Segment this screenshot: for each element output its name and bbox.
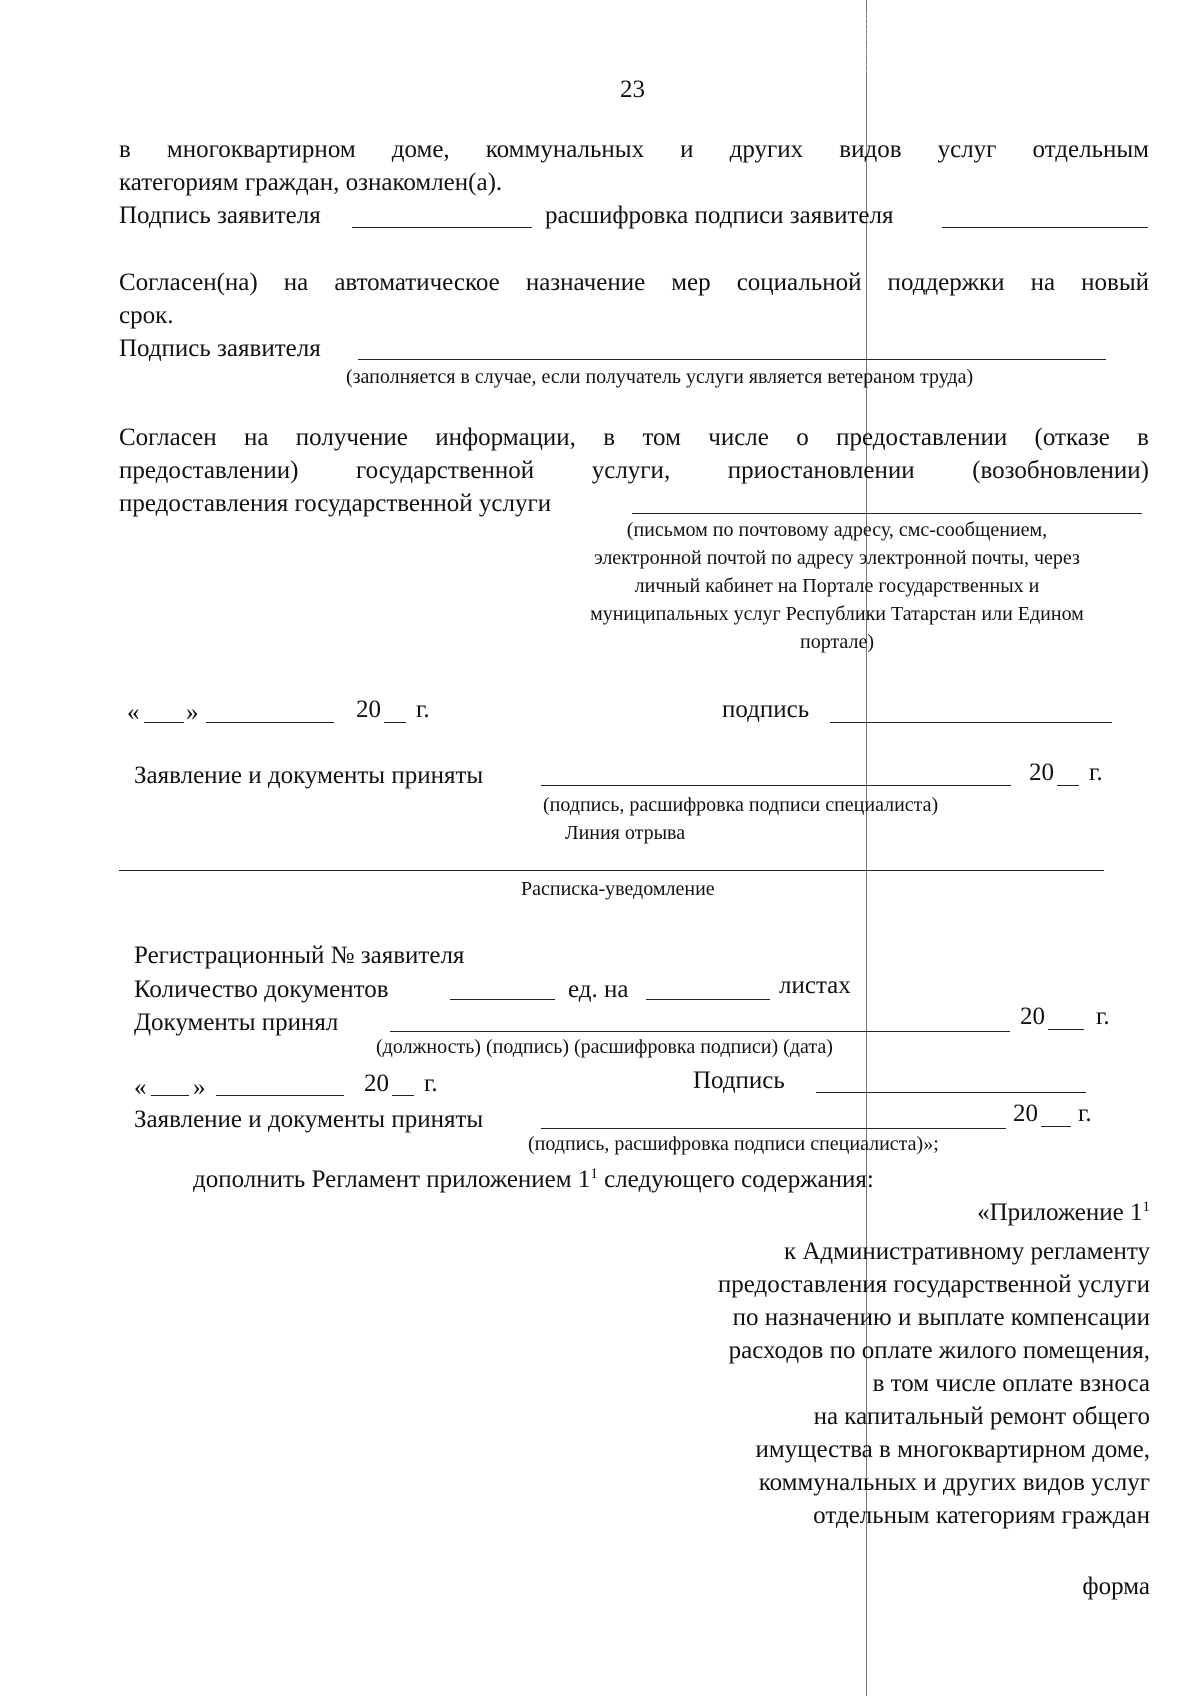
date-day-field [144,722,184,723]
block3-line3: предоставления государственной услуги [119,490,552,517]
date-year-suffix: г. [416,696,430,723]
receipt-accepted2-year-field [1041,1126,1071,1127]
block3-note-line1: (письмом по почтовому адресу, смс-сообщением, [626,519,1048,541]
receipt-accepted-by-field [390,1031,1010,1032]
block1-sign-label: Подпись заявителя [119,202,321,229]
accepted1-year-suffix: г. [1089,759,1103,786]
receipt-accepted2-note: (подпись, расшифровка подписи специалиста)»; [528,1133,939,1155]
block2-note: (заполняется в случае, если получатель услуги является ветераном труда) [346,366,974,388]
accepted1-field [541,785,1011,786]
receipt-accepted2-year-prefix: 20 [1013,1100,1038,1127]
appendix-title [560,1200,1150,1225]
appendix-line-1: к Административному регламенту [783,1238,1150,1265]
receipt-accepted2-field [541,1128,1006,1129]
accepted1-year-prefix: 20 [1029,759,1054,786]
receipt-year-field [1048,1029,1084,1030]
page-fold-mark [866,12,867,72]
supplement-text [193,1167,874,1192]
date-close-quote: » [186,699,199,726]
receipt-date-day-field [151,1095,189,1096]
receipt-date-year-prefix: 20 [364,1070,389,1097]
block1-sign-field [352,227,532,228]
supplement-sup: 1 [590,1166,598,1182]
appendix-line-3: по назначению и выплате компенсации [732,1304,1150,1331]
date-sign-field [830,722,1112,723]
receipt-sign-field [816,1092,1086,1093]
accepted1-year-field [1057,785,1079,786]
appendix-line-6: на капитальный ремонт общего [813,1403,1150,1430]
tear-line-label: Линия отрыва [565,822,686,844]
block3-note-line3: личный кабинет на Портале государственных и [634,575,1040,597]
receipt-sheets-field [646,999,770,1000]
receipt-accepted-by-label: Документы принял [134,1009,339,1036]
appendix-title-sup: 1 [1142,1199,1150,1215]
block1-line2: категориям граждан, ознакомлен(а). [119,169,503,196]
block1-decode-label: расшифровка подписи заявителя [545,202,894,229]
block3-line1: Согласен на получение информации, в том числе о предоставлении (отказе в [119,424,1149,451]
appendix-line-5: в том числе оплате взноса [872,1370,1150,1397]
accepted1-label: Заявление и документы приняты [134,762,484,789]
date-open-quote: « [127,699,140,726]
receipt-sheets-label: листах [779,972,851,999]
appendix-line-4: расходов по оплате жилого помещения, [728,1337,1150,1364]
receipt-title: Расписка-уведомление [521,878,715,900]
block2-line1: Согласен(на) на автоматическое назначение мер социальной поддержки на новый [119,269,1149,296]
receipt-docs-count-label: Количество документов [134,976,389,1003]
appendix-line-8: коммунальных и других видов услуг [758,1469,1150,1496]
date-month-field [206,722,334,723]
receipt-date-close-quote: » [193,1074,206,1101]
receipt-sign-label: Подпись [693,1067,785,1094]
receipt-accepted2-label: Заявление и документы приняты [134,1106,484,1133]
block3-note-line5: портале) [800,631,874,653]
receipt-date-month-field [216,1095,344,1096]
appendix-line-7: имущества в многоквартирном доме, [755,1436,1150,1463]
block3-line2: предоставлении) государственной услуги, приостановлении (возобновлении) [119,457,1149,484]
date-year-field [384,722,406,723]
form-label: форма [1082,1573,1150,1600]
supplement-text-before: дополнить Регламент приложением 1 [193,1166,591,1193]
appendix-title-prefix: «Приложение 1 [977,1199,1143,1226]
block1-line1: в многоквартирном доме, коммунальных и других видов услуг отдельным [119,136,1149,163]
receipt-units-label: ед. на [568,976,629,1003]
receipt-date-open-quote: « [134,1074,147,1101]
appendix-line-9: отдельным категориям граждан [813,1502,1150,1529]
supplement-text-after: следующего содержания: [597,1166,874,1193]
block3-consent-field [632,513,1142,514]
date-year-prefix: 20 [356,696,381,723]
receipt-year-prefix: 20 [1020,1003,1045,1030]
tear-line [119,870,1104,871]
page-number: 23 [620,76,645,103]
receipt-year-suffix: г. [1096,1003,1110,1030]
block2-sign-field [358,359,1106,360]
receipt-note: (должность) (подпись) (расшифровка подписи) (дата) [376,1036,833,1058]
block2-line2: срок. [119,302,174,329]
block3-note-line4: муниципальных услуг Республики Татарстан или Едином [590,603,1084,625]
receipt-accepted2-year-suffix: г. [1078,1100,1092,1127]
receipt-docs-count-field [450,999,555,1000]
date-sign-label: подпись [722,696,810,723]
receipt-date-year-suffix: г. [424,1070,438,1097]
accepted1-note: (подпись, расшифровка подписи специалиста) [543,794,939,816]
block3-note-line2: электронной почтой по адресу электронной почты, через [594,547,1080,569]
block2-sign-label: Подпись заявителя [119,335,321,362]
appendix-line-2: предоставления государственной услуги [717,1271,1150,1298]
block1-decode-field [942,227,1148,228]
receipt-date-year-field [392,1095,414,1096]
receipt-reg-label: Регистрационный № заявителя [134,942,465,969]
